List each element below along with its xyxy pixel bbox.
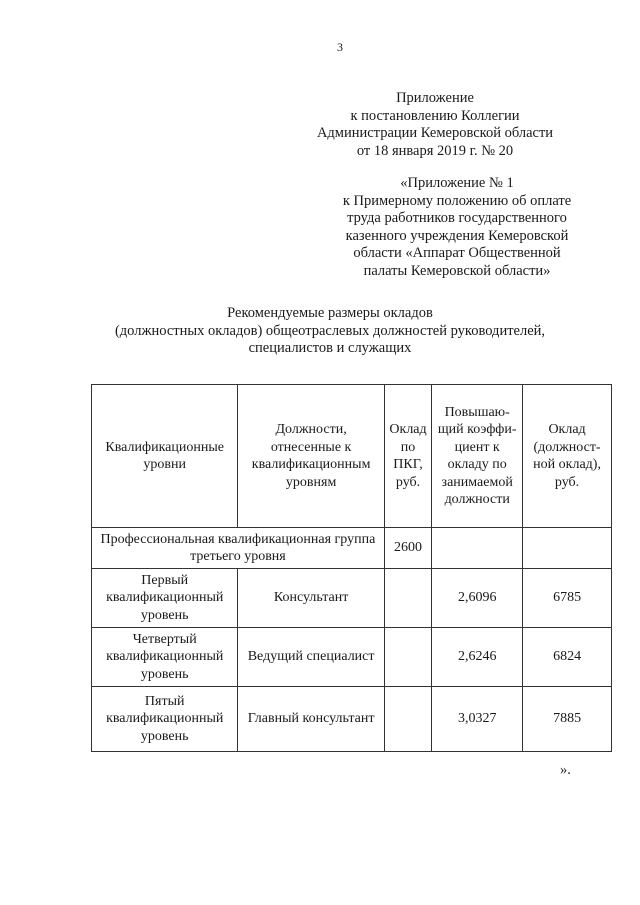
- row-coefficient: 3,0327: [432, 687, 523, 752]
- appendix-line: от 18 января 2019 г. № 20: [356, 142, 514, 159]
- row-position: Главный консультант: [238, 687, 384, 752]
- appendix2-line: палаты Кемеровской области»: [363, 262, 551, 279]
- table-header-row: [92, 385, 612, 528]
- row-level: Первый квалификационный уровень: [92, 569, 238, 628]
- appendix2-line: «Приложение № 1: [400, 175, 514, 191]
- appendix-block-2: [326, 175, 588, 280]
- group-label: Профессиональная квалификационная группа третьего уровня: [92, 528, 385, 569]
- table-row: [92, 687, 612, 752]
- table-row: [92, 628, 612, 687]
- salary-table: [91, 384, 612, 752]
- row-salary-pkg: [384, 687, 431, 752]
- appendix2-line: казенного учреждения Кемеровской: [345, 227, 569, 244]
- row-coefficient: 2,6096: [432, 569, 523, 628]
- closing-quote: ».: [560, 762, 571, 778]
- row-salary: 7885: [523, 687, 612, 752]
- appendix-block: [300, 90, 570, 160]
- row-level: Четвертый квалификационный уровень: [92, 628, 238, 687]
- header-salary-pkg: Оклад по ПКГ, руб.: [384, 385, 431, 528]
- row-position: Консультант: [238, 569, 384, 628]
- appendix-line: Администрации Кемеровской области: [316, 125, 554, 141]
- page-number: 3: [337, 40, 343, 54]
- header-qualification-levels: Квалификационные уровни: [92, 385, 238, 528]
- heading-line: специалистов и служащих: [248, 340, 412, 356]
- appendix2-line: труда работников государственного: [347, 210, 567, 226]
- header-positions: Должности, отнесенные к квалификационным уровням: [238, 385, 384, 528]
- group-coefficient: [432, 528, 523, 569]
- row-position: Ведущий специалист: [238, 628, 384, 687]
- header-coefficient: Повышаю-щий коэффи-циент к окладу по занимаемой должности: [432, 385, 523, 528]
- heading-line: Рекомендуемые размеры окладов: [227, 305, 433, 321]
- appendix-line: к постановлению Коллегии: [350, 107, 520, 124]
- table-group-row: [92, 528, 612, 569]
- group-salary: [523, 528, 612, 569]
- document-heading: [80, 305, 580, 358]
- row-coefficient: 2,6246: [432, 628, 523, 687]
- table-row: [92, 569, 612, 628]
- row-salary-pkg: [384, 628, 431, 687]
- row-salary-pkg: [384, 569, 431, 628]
- header-salary: Оклад (должност-ной оклад), руб.: [523, 385, 612, 528]
- heading-line: (должностных окладов) общеотраслевых должностей руководителей,: [114, 322, 546, 339]
- group-salary-pkg: 2600: [384, 528, 431, 569]
- row-salary: 6824: [523, 628, 612, 687]
- appendix2-line: области «Аппарат Общественной: [353, 245, 561, 261]
- appendix-line: Приложение: [396, 90, 474, 106]
- row-salary: 6785: [523, 569, 612, 628]
- row-level: Пятый квалификационный уровень: [92, 687, 238, 752]
- appendix2-line: к Примерному положению об оплате: [342, 192, 572, 209]
